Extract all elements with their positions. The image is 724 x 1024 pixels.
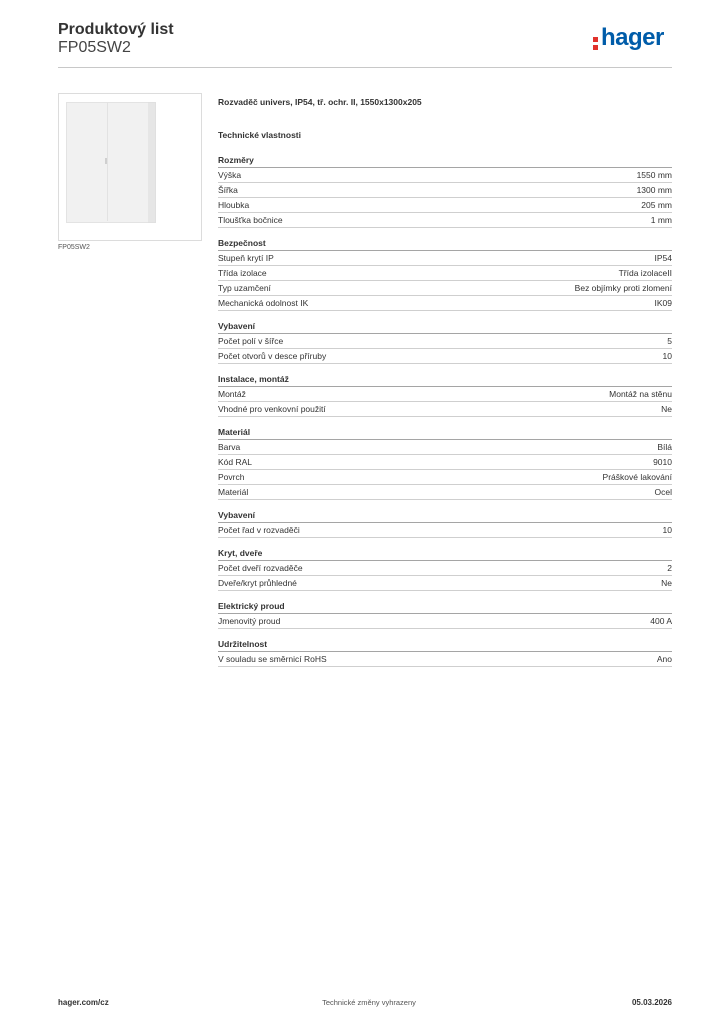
section-title: Kryt, dveře (218, 547, 672, 561)
property-label: V souladu se směrnicí RoHS (218, 654, 327, 664)
property-sections (218, 154, 672, 667)
property-label: Jmenovitý proud (218, 616, 281, 626)
logo-wordmark: hager (601, 24, 664, 51)
section-title: Vybavení (218, 509, 672, 523)
property-label: Barva (218, 442, 241, 452)
property-row (218, 455, 672, 470)
section-title: Vybavení (218, 320, 672, 334)
property-label: Třída izolace (218, 268, 267, 278)
properties-panel (218, 96, 672, 667)
product-image (58, 93, 202, 241)
section-title: Materiál (218, 426, 672, 440)
property-label: Montáž (218, 389, 246, 399)
property-label: Počet polí v šířce (218, 336, 284, 346)
property-row (218, 183, 672, 198)
property-label: Mechanická odolnost IK (218, 298, 309, 308)
cabinet-door-split (107, 102, 108, 221)
property-value: 10 (662, 351, 672, 361)
section-title: Udržitelnost (218, 638, 672, 652)
property-row (218, 281, 672, 296)
property-row (218, 266, 672, 281)
property-label: Vhodné pro venkovní použití (218, 404, 326, 414)
property-row (218, 198, 672, 213)
property-row (218, 251, 672, 266)
property-label: Tloušťka bočnice (218, 215, 283, 225)
property-value: IP54 (654, 253, 672, 263)
footer-notice: Technické změny vyhrazeny (322, 998, 416, 1007)
property-value: Ocel (654, 487, 672, 497)
property-label: Počet řad v rozvaděči (218, 525, 300, 535)
property-section (218, 320, 672, 364)
property-value: Ano (656, 654, 672, 664)
page-title: Produktový list (58, 21, 174, 38)
property-section (218, 600, 672, 629)
property-value: 5 (667, 336, 672, 346)
property-value: 205 mm (641, 200, 672, 210)
property-value: IK09 (654, 298, 672, 308)
property-row (218, 387, 672, 402)
property-row (218, 213, 672, 228)
logo-dot-icon (593, 45, 598, 50)
section-title: Instalace, montáž (218, 373, 672, 387)
hager-logo[interactable] (592, 24, 672, 55)
property-section (218, 237, 672, 311)
property-section (218, 426, 672, 500)
property-value: 9010 (653, 457, 672, 467)
property-row (218, 168, 672, 183)
product-code: FP05SW2 (58, 39, 131, 56)
property-label: Počet otvorů v desce příruby (218, 351, 327, 361)
properties-heading: Technické vlastnosti (218, 130, 301, 140)
property-row (218, 296, 672, 311)
property-value: Ne (661, 578, 672, 588)
property-label: Materiál (218, 487, 249, 497)
property-value: Bílá (657, 442, 672, 452)
property-label: Stupeň krytí IP (218, 253, 274, 263)
property-label: Dveře/kryt průhledné (218, 578, 297, 588)
property-label: Hloubka (218, 200, 250, 210)
property-label: Typ uzamčení (218, 283, 271, 293)
property-label: Šířka (218, 185, 238, 195)
image-caption: FP05SW2 (58, 244, 90, 251)
property-section (218, 154, 672, 228)
property-section (218, 638, 672, 667)
property-value: 1300 mm (636, 185, 672, 195)
property-value: 1 mm (650, 215, 672, 225)
property-value: Ne (661, 404, 672, 414)
property-value: Třída izolaceII (618, 268, 672, 278)
property-section (218, 547, 672, 591)
product-description: Rozvaděč univers, IP54, tř. ochr. II, 1550x1300x205 (218, 97, 422, 107)
property-row (218, 576, 672, 591)
property-row (218, 485, 672, 500)
cabinet-side (148, 102, 156, 223)
property-row (218, 349, 672, 364)
property-row (218, 440, 672, 455)
property-value: 400 A (650, 616, 672, 626)
property-label: Počet dveří rozvaděče (218, 563, 303, 573)
section-title: Bezpečnost (218, 237, 672, 251)
property-value: 2 (667, 563, 672, 573)
cabinet-front (66, 102, 150, 223)
property-label: Povrch (218, 472, 245, 482)
section-title: Elektrický proud (218, 600, 672, 614)
property-value: 1550 mm (636, 170, 672, 180)
property-row (218, 523, 672, 538)
footer-date: 05.03.2026 (631, 998, 672, 1007)
property-row (218, 614, 672, 629)
header-divider (58, 67, 672, 68)
property-row (218, 402, 672, 417)
property-value: 10 (662, 525, 672, 535)
property-label: Kód RAL (218, 457, 253, 467)
footer-website-link[interactable]: hager.com/cz (58, 998, 109, 1007)
property-value: Montáž na stěnu (609, 389, 672, 399)
property-value: Práškové lakování (602, 472, 672, 482)
property-label: Výška (218, 170, 242, 180)
property-row (218, 561, 672, 576)
logo-dot-icon (593, 37, 598, 42)
property-section (218, 373, 672, 417)
cabinet-lock-icon (105, 158, 107, 164)
property-row (218, 652, 672, 667)
property-section (218, 509, 672, 538)
property-value: Bez objímky proti zlomení (574, 283, 672, 293)
property-row (218, 470, 672, 485)
property-row (218, 334, 672, 349)
section-title: Rozměry (218, 154, 672, 168)
